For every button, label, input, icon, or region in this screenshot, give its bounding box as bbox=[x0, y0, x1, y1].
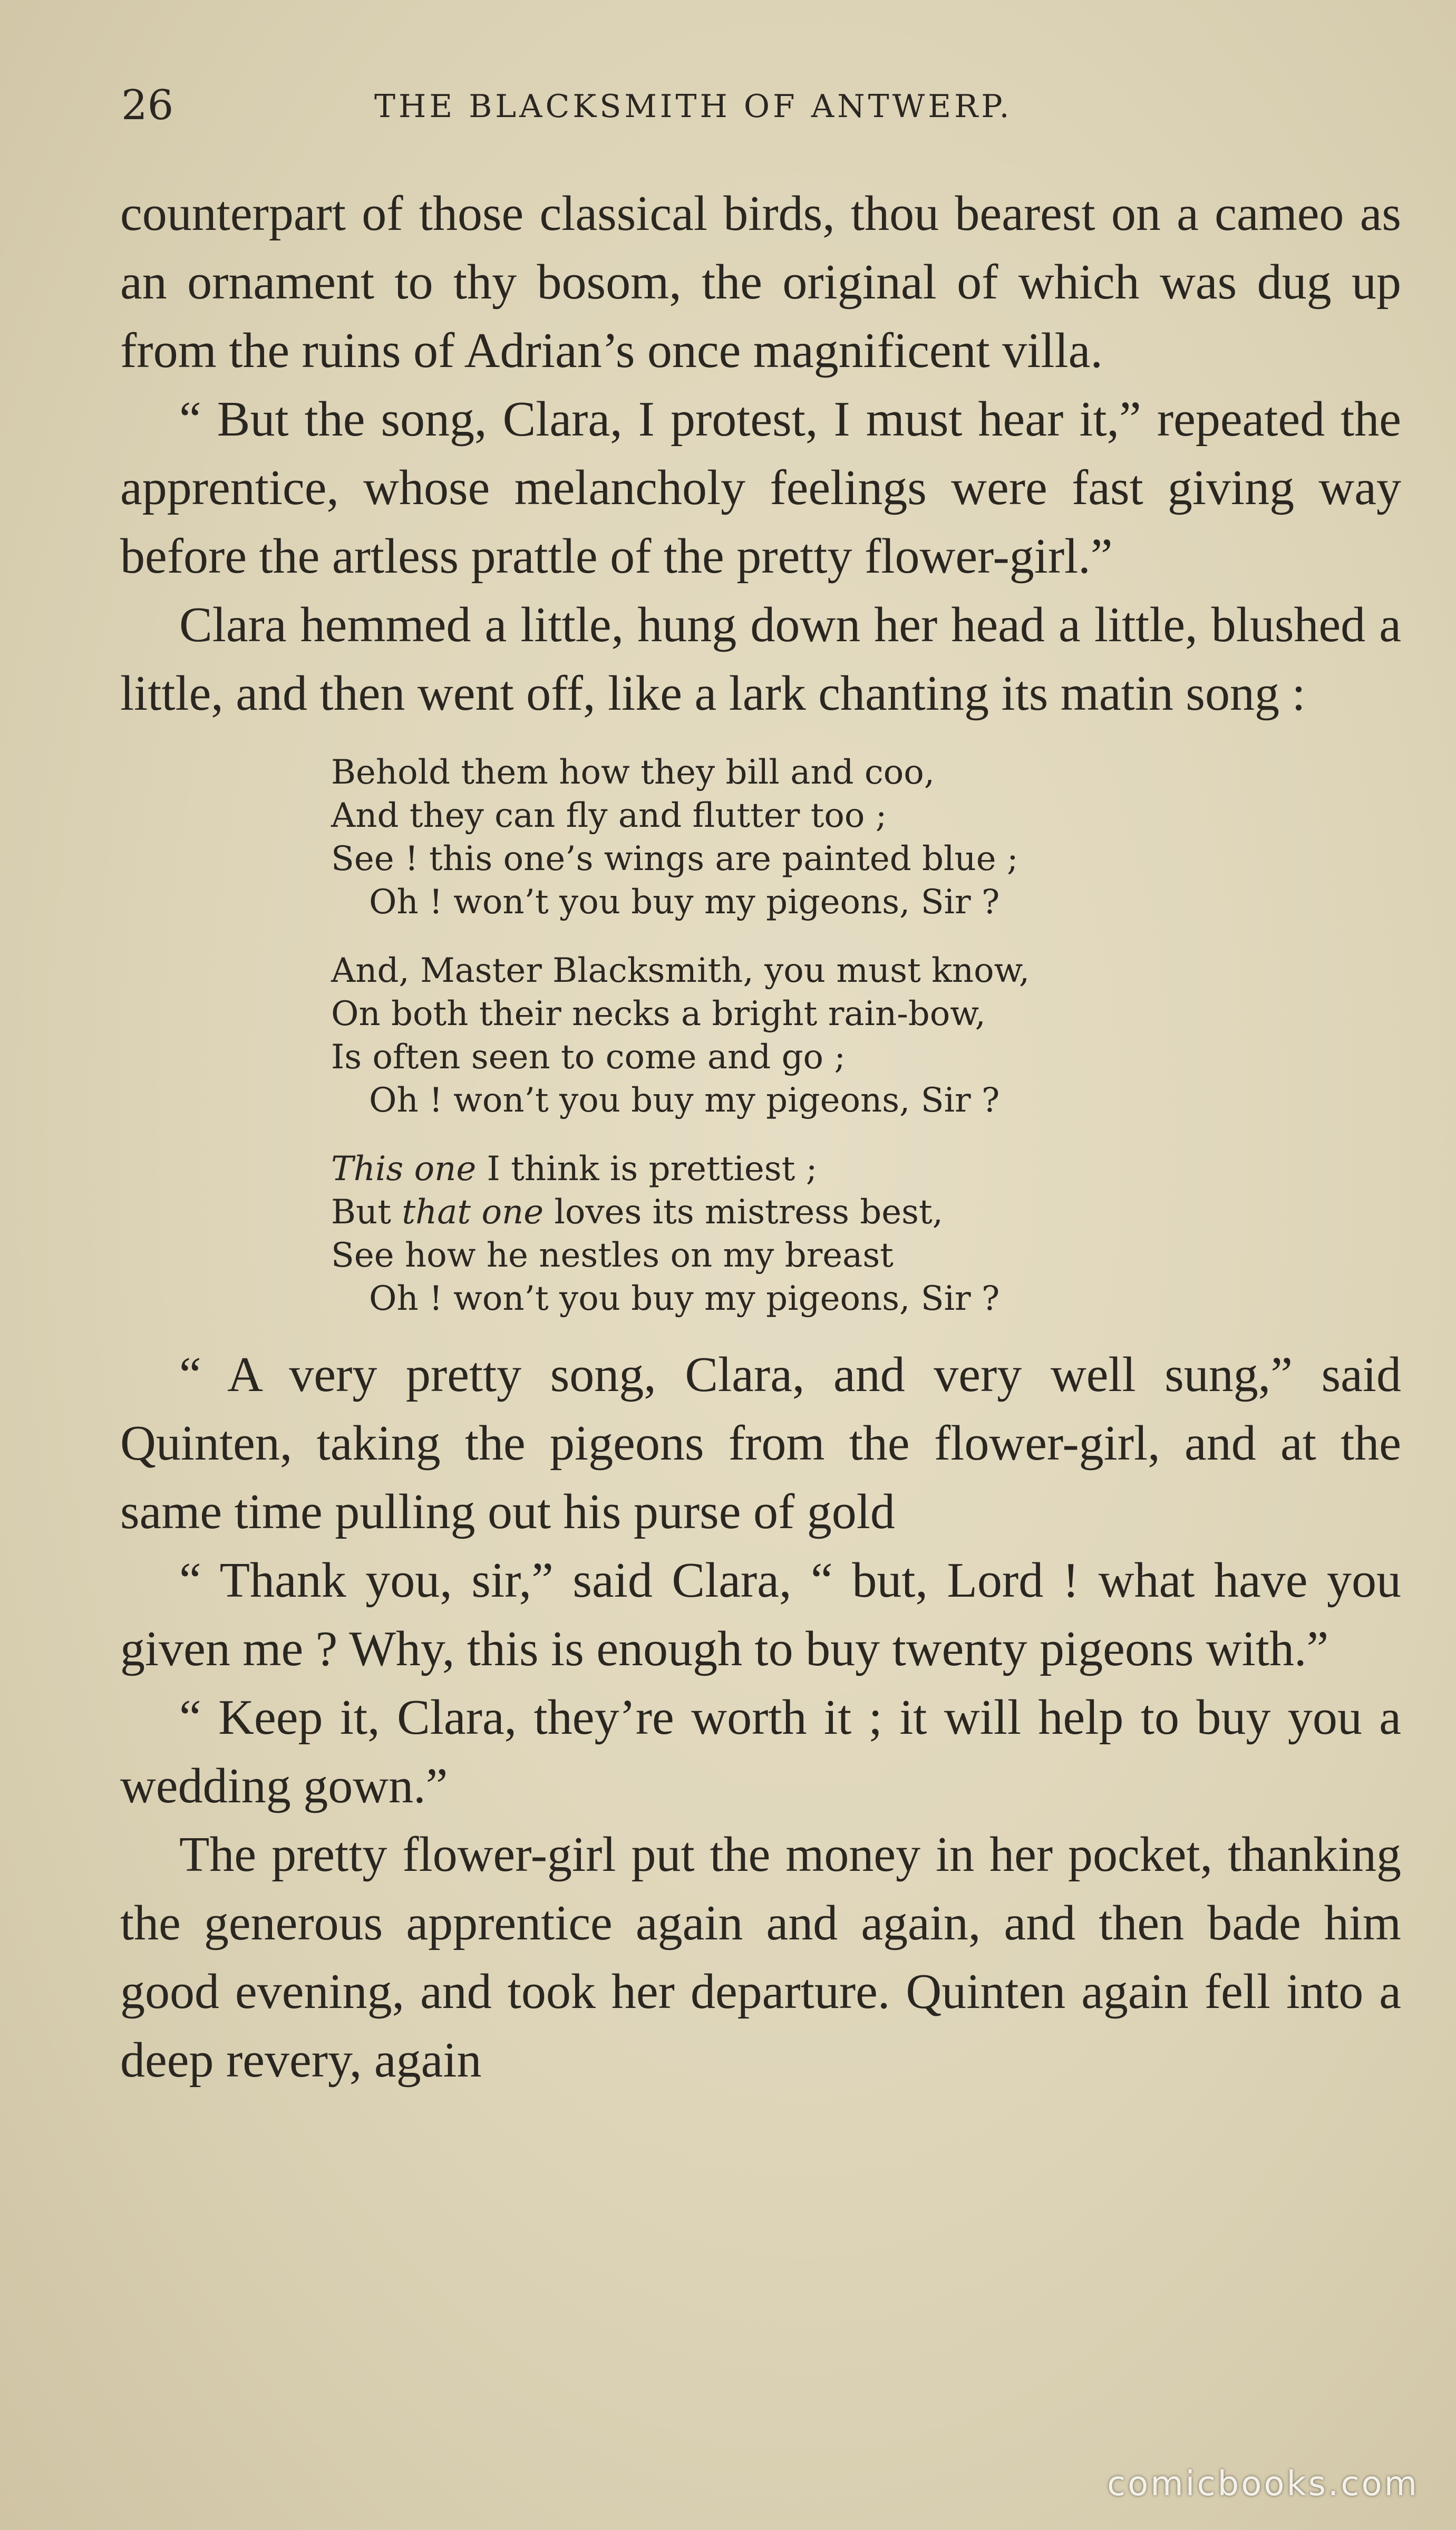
paragraph: “ A very pretty song, Clara, and very well sung,” said Quinten, taking the pigeons from the flower-girl, and at the same time pulling out his purse of gold bbox=[120, 1347, 1401, 1539]
song-poem bbox=[331, 751, 1401, 1320]
verse-refrain: Oh ! won’t you buy my pigeons, Sir ? bbox=[369, 1279, 1000, 1318]
verse-text: I think is prettiest ; bbox=[476, 1150, 818, 1189]
verse-refrain: Oh ! won’t you buy my pigeons, Sir ? bbox=[369, 1081, 1000, 1120]
verse-line: See ! this one’s wings are painted blue ; bbox=[331, 839, 1018, 878]
verse-line bbox=[331, 1191, 1401, 1234]
paragraph: “ But the song, Clara, I protest, I must hear it,” repeated the apprentice, whose melancholy feelings were fast giving way before the artless prattle of the pretty flower-girl.” bbox=[120, 392, 1401, 584]
paragraph: Clara hemmed a little, hung down her head a little, blushed a little, and then went off, like a lark chanting its matin song : bbox=[120, 597, 1401, 721]
page-number: 26 bbox=[121, 82, 174, 129]
verse-line: On both their necks a bright rain-bow, bbox=[331, 994, 986, 1034]
italic-phrase: This one bbox=[331, 1150, 477, 1189]
poem-stanza bbox=[331, 1147, 1401, 1320]
verse-line: See how he nestles on my breast bbox=[331, 1236, 894, 1275]
verse-line bbox=[331, 1147, 1401, 1191]
verse-refrain: Oh ! won’t you buy my pigeons, Sir ? bbox=[369, 883, 1000, 922]
body-text bbox=[120, 179, 1401, 2094]
verse-text: But bbox=[331, 1193, 402, 1232]
poem-stanza bbox=[331, 949, 1401, 1122]
paragraph: “ Thank you, sir,” said Clara, “ but, Lord ! what have you given me ? Why, this is enough to buy twenty pigeons with.” bbox=[120, 1553, 1401, 1676]
watermark: comicbooks.com bbox=[1106, 2465, 1419, 2504]
verse-line: Is often seen to come and go ; bbox=[331, 1038, 846, 1077]
paragraph: The pretty flower-girl put the money in her pocket, thanking the generous apprentice again and again, and then bade him good evening, and took her departure. Quinten again fell into a deep revery, again bbox=[120, 1827, 1401, 2088]
verse-text: loves its mistress best, bbox=[543, 1193, 943, 1232]
page-header bbox=[121, 79, 1350, 132]
paragraph: “ Keep it, Clara, they’re worth it ; it will help to buy you a wedding gown.” bbox=[120, 1690, 1401, 1813]
poem-stanza bbox=[331, 751, 1401, 924]
verse-line: And they can fly and flutter too ; bbox=[331, 796, 887, 835]
paragraph: counterpart of those classical birds, thou bearest on a cameo as an ornament to thy bosom, the original of which was dug up from the ruins of Adrian’s once magnificent villa. bbox=[120, 186, 1401, 378]
verse-line: Behold them how they bill and coo, bbox=[331, 753, 935, 792]
italic-phrase: that one bbox=[402, 1193, 544, 1232]
running-title: THE BLACKSMITH OF ANTWERP. bbox=[374, 88, 1013, 125]
verse-line: And, Master Blacksmith, you must know, bbox=[331, 951, 1030, 990]
